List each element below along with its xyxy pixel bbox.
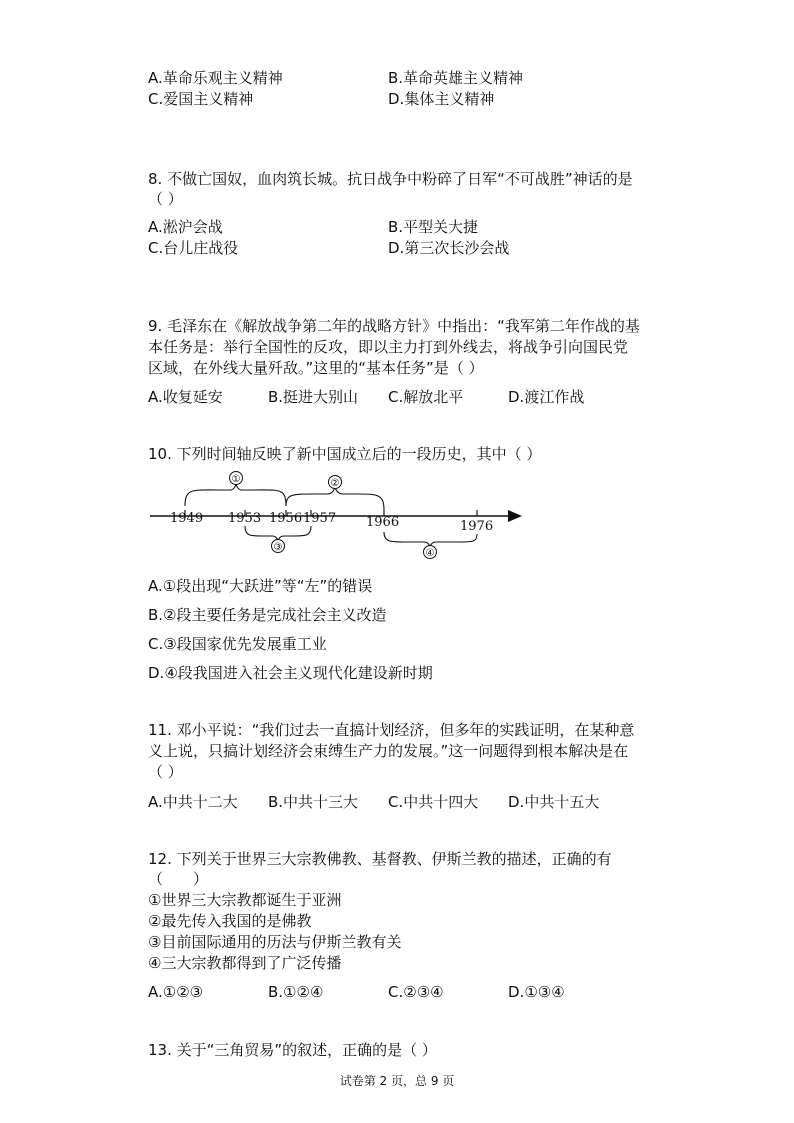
q11-option-a: A.中共十二大	[148, 793, 238, 811]
q9-option-a: A.收复延安	[148, 388, 223, 406]
q10-option-c: C.③段国家优先发展重工业	[148, 635, 327, 653]
q9-option-b: B.挺进大别山	[268, 388, 359, 406]
q7-option-a: A.革命乐观主义精神	[148, 69, 283, 87]
q9-option-d: D.渡江作战	[508, 388, 585, 406]
q8-option-c: C.台儿庄战役	[148, 239, 239, 257]
segment-label-3: ③	[273, 542, 283, 553]
q7-option-b: B.革命英雄主义精神	[388, 69, 524, 87]
q12-option-b: B.①②④	[268, 983, 324, 1001]
q8-option-b: B.平型关大捷	[388, 218, 479, 236]
q12-statement-1: ①世界三大宗教都诞生于亚洲	[148, 891, 342, 909]
segment-label-4: ④	[425, 548, 435, 559]
timeline-arrow-icon	[508, 510, 522, 522]
year-label-1953: 1953	[228, 511, 262, 526]
q8-stem-line2: （ ）	[148, 190, 183, 208]
page-footer: 试卷第 2 页，总 9 页	[339, 1074, 455, 1088]
year-label-1966: 1966	[366, 515, 400, 530]
q9-stem-line2: 本任务是：举行全国性的反攻，即以主力打到外线去，将战争引向国民党	[148, 338, 629, 356]
year-label-1957: 1957	[303, 511, 337, 526]
q11-option-d: D.中共十五大	[508, 793, 600, 811]
q11-option-b: B.中共十三大	[268, 793, 359, 811]
q10-option-b: B.②段主要任务是完成社会主义改造	[148, 606, 387, 624]
q8-stem-line1: 8. 不做亡国奴，血肉筑长城。抗日战争中粉碎了日军“不可战胜”神话的是	[148, 170, 633, 188]
q7-option-c: C.爱国主义精神	[148, 90, 254, 108]
q9-stem-line1: 9. 毛泽东在《解放战争第二年的战略方针》中指出：“我军第二年作战的基	[148, 317, 640, 335]
q12-stem-line2: （ ）	[148, 870, 209, 888]
q11-option-c: C.中共十四大	[388, 793, 479, 811]
year-label-1949: 1949	[170, 511, 204, 526]
q12-stem-line1: 12. 下列关于世界三大宗教佛教、基督教、伊斯兰教的描述，正确的有	[148, 850, 612, 868]
q7-option-d: D.集体主义精神	[388, 90, 495, 108]
q10-option-a: A.①段出现“大跃进”等“左”的错误	[148, 577, 373, 595]
q13-stem: 13. 关于“三角贸易”的叙述，正确的是（ ）	[148, 1041, 437, 1059]
q12-option-c: C.②③④	[388, 983, 444, 1001]
q10-option-d: D.④段我国进入社会主义现代化建设新时期	[148, 664, 433, 682]
q10-stem: 10. 下列时间轴反映了新中国成立后的一段历史，其中（ ）	[148, 445, 542, 463]
q11-stem-line3: （ ）	[148, 763, 183, 781]
segment-label-1: ①	[231, 474, 241, 485]
year-label-1976: 1976	[460, 519, 494, 534]
q9-option-c: C.解放北平	[388, 388, 464, 406]
q11-stem-line2: 义上说，只搞计划经济会束缚生产力的发展。”这一问题得到根本解决是在	[148, 742, 629, 760]
segment-label-2: ②	[330, 478, 340, 489]
q12-statement-3: ③目前国际通用的历法与伊斯兰教有关	[148, 933, 402, 951]
q8-option-d: D.第三次长沙会战	[388, 239, 510, 257]
q8-option-a: A.淞沪会战	[148, 218, 223, 236]
brace-segment-1	[185, 482, 286, 506]
q12-statement-2: ②最先传入我国的是佛教	[148, 912, 312, 930]
q12-statement-4: ④三大宗教都得到了广泛传播	[148, 954, 342, 972]
year-label-1956: 1956	[269, 511, 303, 526]
q9-stem-line3: 区域，在外线大量歼敌。”这里的“基本任务”是（ ）	[148, 359, 484, 377]
timeline-figure	[148, 470, 528, 562]
q12-option-a: A.①②③	[148, 983, 204, 1001]
q12-option-d: D.①③④	[508, 983, 565, 1001]
q11-stem-line1: 11. 邓小平说：“我们过去一直搞计划经济，但多年的实践证明，在某种意	[148, 721, 635, 739]
